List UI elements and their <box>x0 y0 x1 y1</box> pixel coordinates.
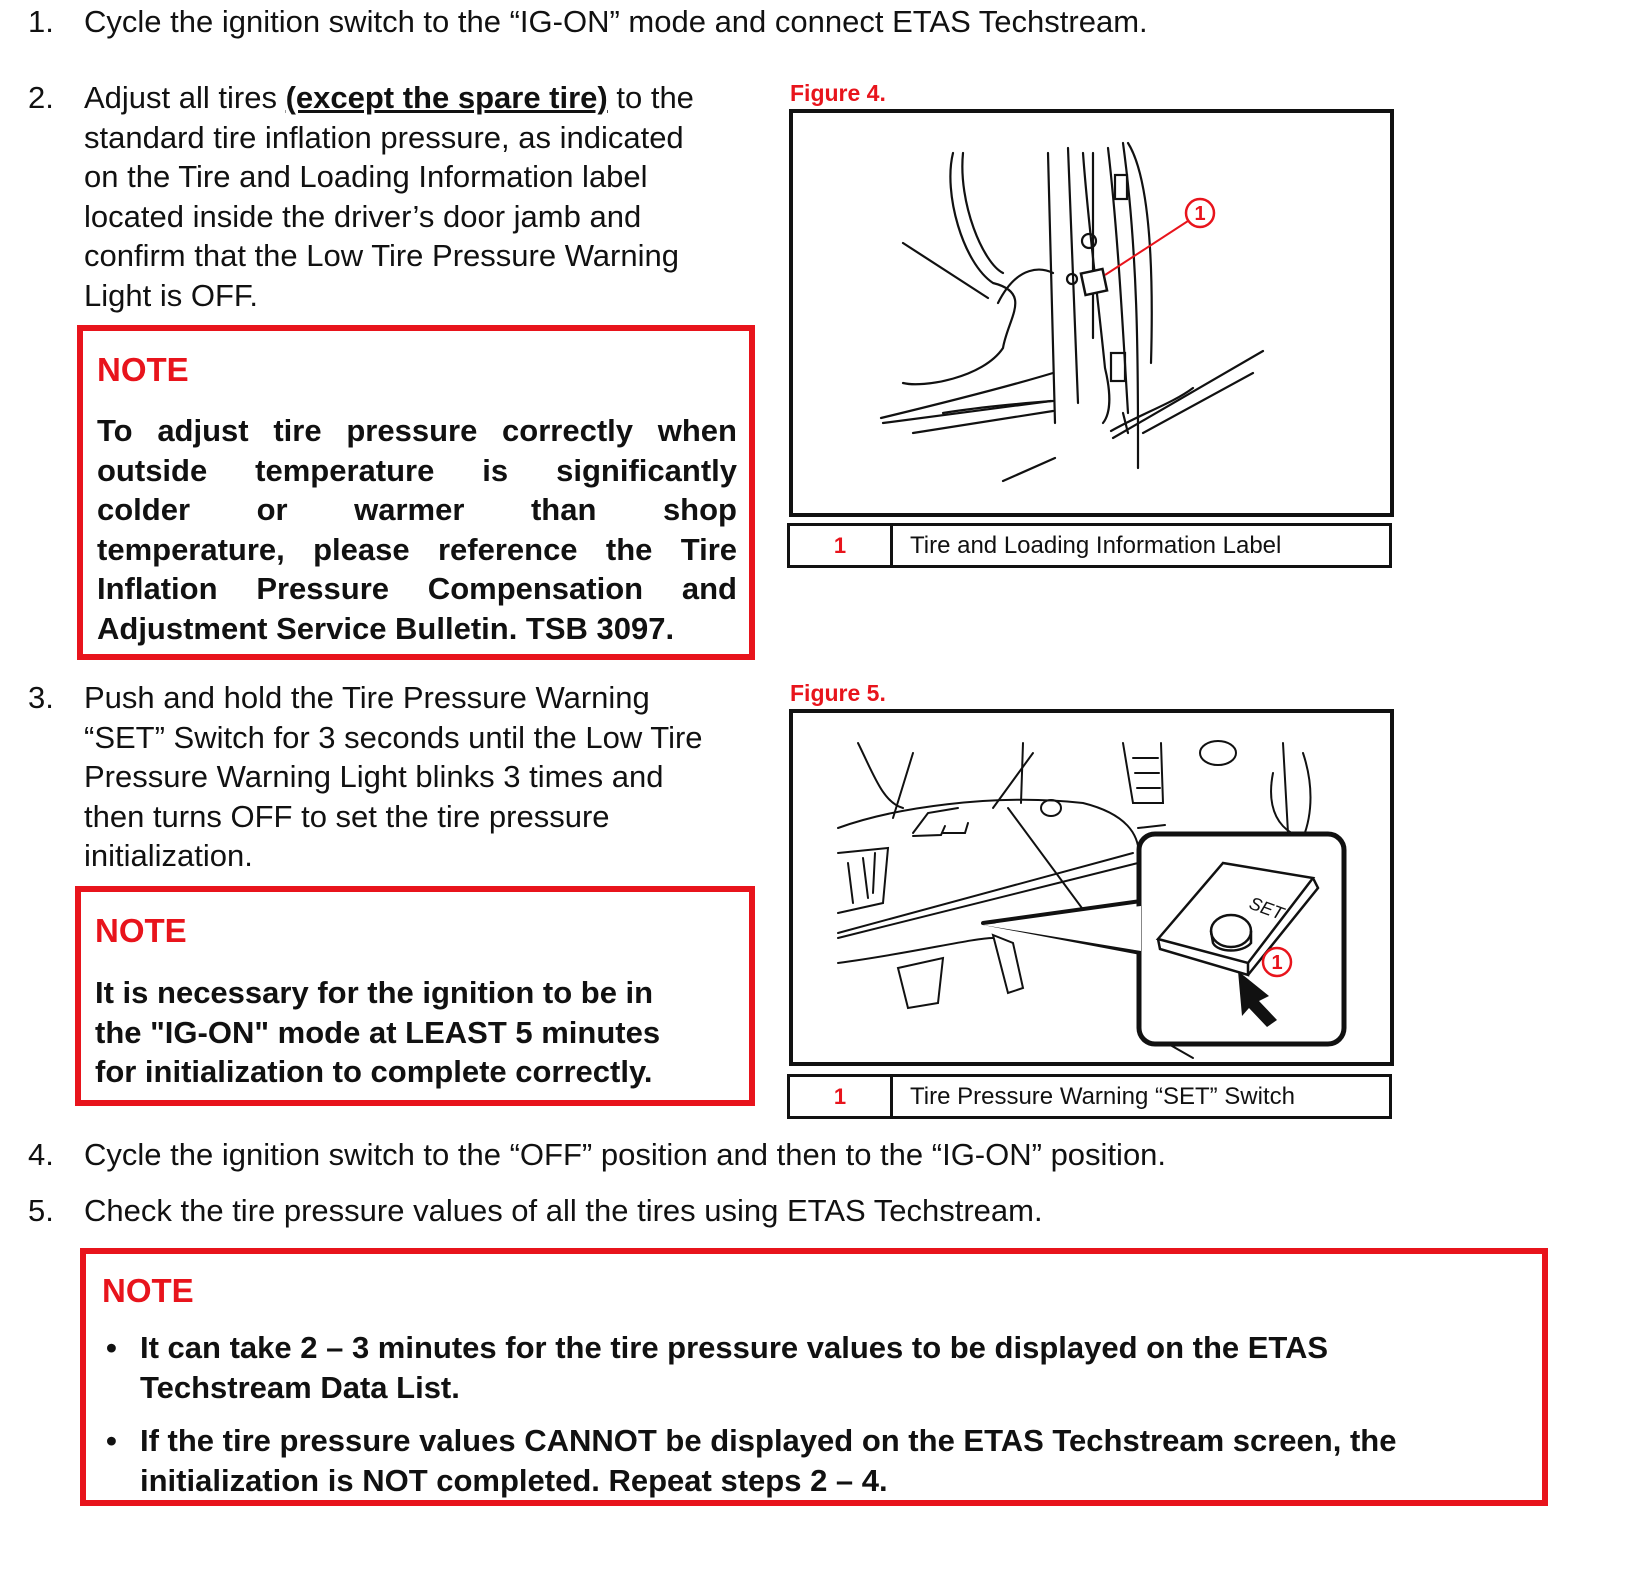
note-heading: NOTE <box>97 351 189 388</box>
step-number: 3. <box>28 680 54 715</box>
callout-number: 1 <box>1194 203 1206 225</box>
note-box-techstream <box>80 1248 1548 1506</box>
door-jamb-drawing <box>793 113 1390 513</box>
note-body: To adjust tire pressure correctly when outside temperature is significantly colder or warmer than shop temperature, please reference the Tire Inflation Pressure Compensation and Adjustment Service Bulletin. TSB 3097. <box>97 413 737 646</box>
figure-4-label: Figure 4. <box>790 80 886 106</box>
inset-callout <box>983 834 1344 1044</box>
figure-4-door-jamb-illustration <box>789 109 1394 517</box>
step-text: Cycle the ignition switch to the “IG-ON” mode and connect ETAS Techstream. <box>84 4 1148 39</box>
note-box-ig-on-duration <box>75 886 755 1106</box>
step-number: 4. <box>28 1137 54 1172</box>
step-number: 1. <box>28 4 54 39</box>
spare-tire-emphasis: (except the spare tire) <box>285 80 608 115</box>
step-number: 2. <box>28 80 54 115</box>
dashboard-drawing <box>793 713 1390 1062</box>
figure-5-label: Figure 5. <box>790 680 886 706</box>
note-heading: NOTE <box>102 1272 194 1309</box>
step-text: Cycle the ignition switch to the “OFF” position and then to the “IG-ON” position. <box>84 1137 1167 1172</box>
note-bullet-list <box>86 1328 1396 1514</box>
step-number: 5. <box>28 1193 54 1228</box>
list-item: • It can take 2 – 3 minutes for the tire pressure values to be displayed on the ETAS Techstream Data List. <box>86 1328 1396 1407</box>
list-item: • If the tire pressure values CANNOT be displayed on the ETAS Techstream screen, the initialization is NOT completed. Repeat steps 2 – 4. <box>86 1421 1396 1500</box>
set-switch-text: SET <box>1246 892 1287 924</box>
legend-text: Tire and Loading Information Label <box>910 531 1282 559</box>
step-text: Adjust all tires <box>84 80 286 115</box>
note-heading: NOTE <box>95 912 187 949</box>
legend-text: Tire Pressure Warning “SET” Switch <box>910 1082 1295 1110</box>
step-text: Check the tire pressure values of all the tires using ETAS Techstream. <box>84 1193 1043 1228</box>
figure-5-legend <box>787 1074 1392 1119</box>
figure-4-legend <box>787 523 1392 568</box>
legend-number: 1 <box>790 1077 893 1116</box>
figure-5-set-switch-illustration <box>789 709 1394 1066</box>
note-body: It is necessary for the ignition to be in the "IG-ON" mode at LEAST 5 minutes for initialization to complete correctly. <box>95 975 661 1089</box>
callout-number: 1 <box>1271 952 1283 974</box>
legend-number: 1 <box>790 526 893 565</box>
note-box-temperature <box>77 325 755 660</box>
